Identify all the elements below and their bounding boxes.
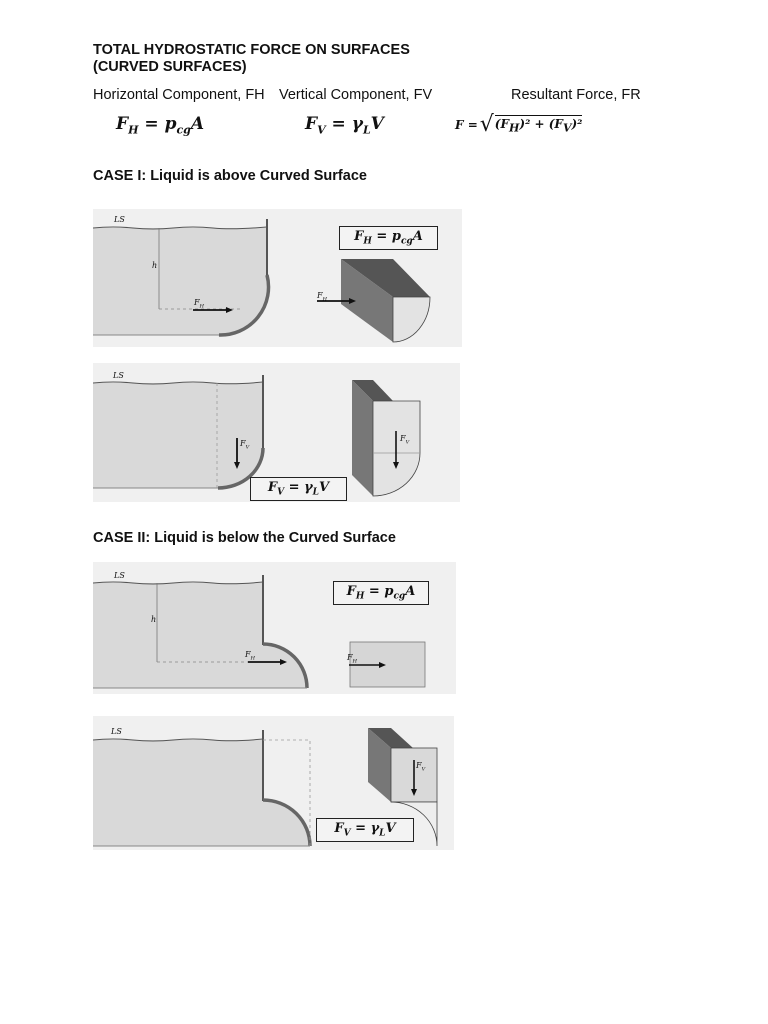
diagram-case2-vertical: [93, 716, 454, 850]
horizontal-component-label: Horizontal Component, FH: [93, 87, 265, 103]
diagram-case2-horizontal: [93, 562, 456, 694]
vertical-component-label: Vertical Component, FV: [279, 87, 433, 103]
fh-arrow-label-case2: $F_H$: [245, 650, 255, 662]
depth-label-2: h: [151, 615, 157, 624]
liquid-surface-label: LS: [114, 215, 125, 224]
resultant-force-label: Resultant Force, FR: [511, 87, 641, 103]
fh-arrow-label-rect: $F_H$: [347, 653, 357, 665]
formula-box-fv-case1: $F_V = \gamma_LV$: [250, 477, 347, 501]
title-line-1: TOTAL HYDROSTATIC FORCE ON SURFACES: [93, 42, 410, 58]
liquid-surface-label-3: LS: [114, 571, 125, 580]
formula-box-fh-case1: $F_H = p_{cg}A$: [339, 226, 438, 250]
liquid-surface-label-4: LS: [111, 727, 122, 736]
fh-arrow-label: $F_H$: [194, 298, 204, 310]
case-2-heading: CASE II: Liquid is below the Curved Surface: [93, 530, 396, 546]
liquid-surface-label-2: LS: [113, 371, 124, 380]
title-line-2: (CURVED SURFACES): [93, 59, 247, 75]
formula-fr: F = √ $(F_H)^2 + (F_V)^2$: [455, 112, 583, 137]
formula-box-fv-case2: $F_V = \gamma_LV$: [316, 818, 414, 842]
diagram-case1-vertical: [93, 363, 460, 502]
fv-arrow-label-3d: $F_V$: [400, 434, 410, 446]
fh-arrow-label-3d: $F_H$: [317, 291, 327, 303]
depth-label: h: [152, 261, 158, 270]
formula-fh: $F_H = p_{cg}A$: [116, 114, 205, 137]
page-title: [93, 42, 410, 76]
case-1-heading: CASE I: Liquid is above Curved Surface: [93, 168, 367, 184]
fv-arrow-label-case2: $F_V$: [416, 761, 426, 773]
diagram-case1-horizontal: [93, 209, 462, 347]
sqrt-icon: √: [479, 112, 494, 137]
formula-fv: $F_V = \gamma_LV$: [305, 114, 384, 137]
formula-box-fh-case2: $F_H = p_{cg}A$: [333, 581, 429, 605]
fv-arrow-label: $F_V$: [240, 439, 250, 451]
